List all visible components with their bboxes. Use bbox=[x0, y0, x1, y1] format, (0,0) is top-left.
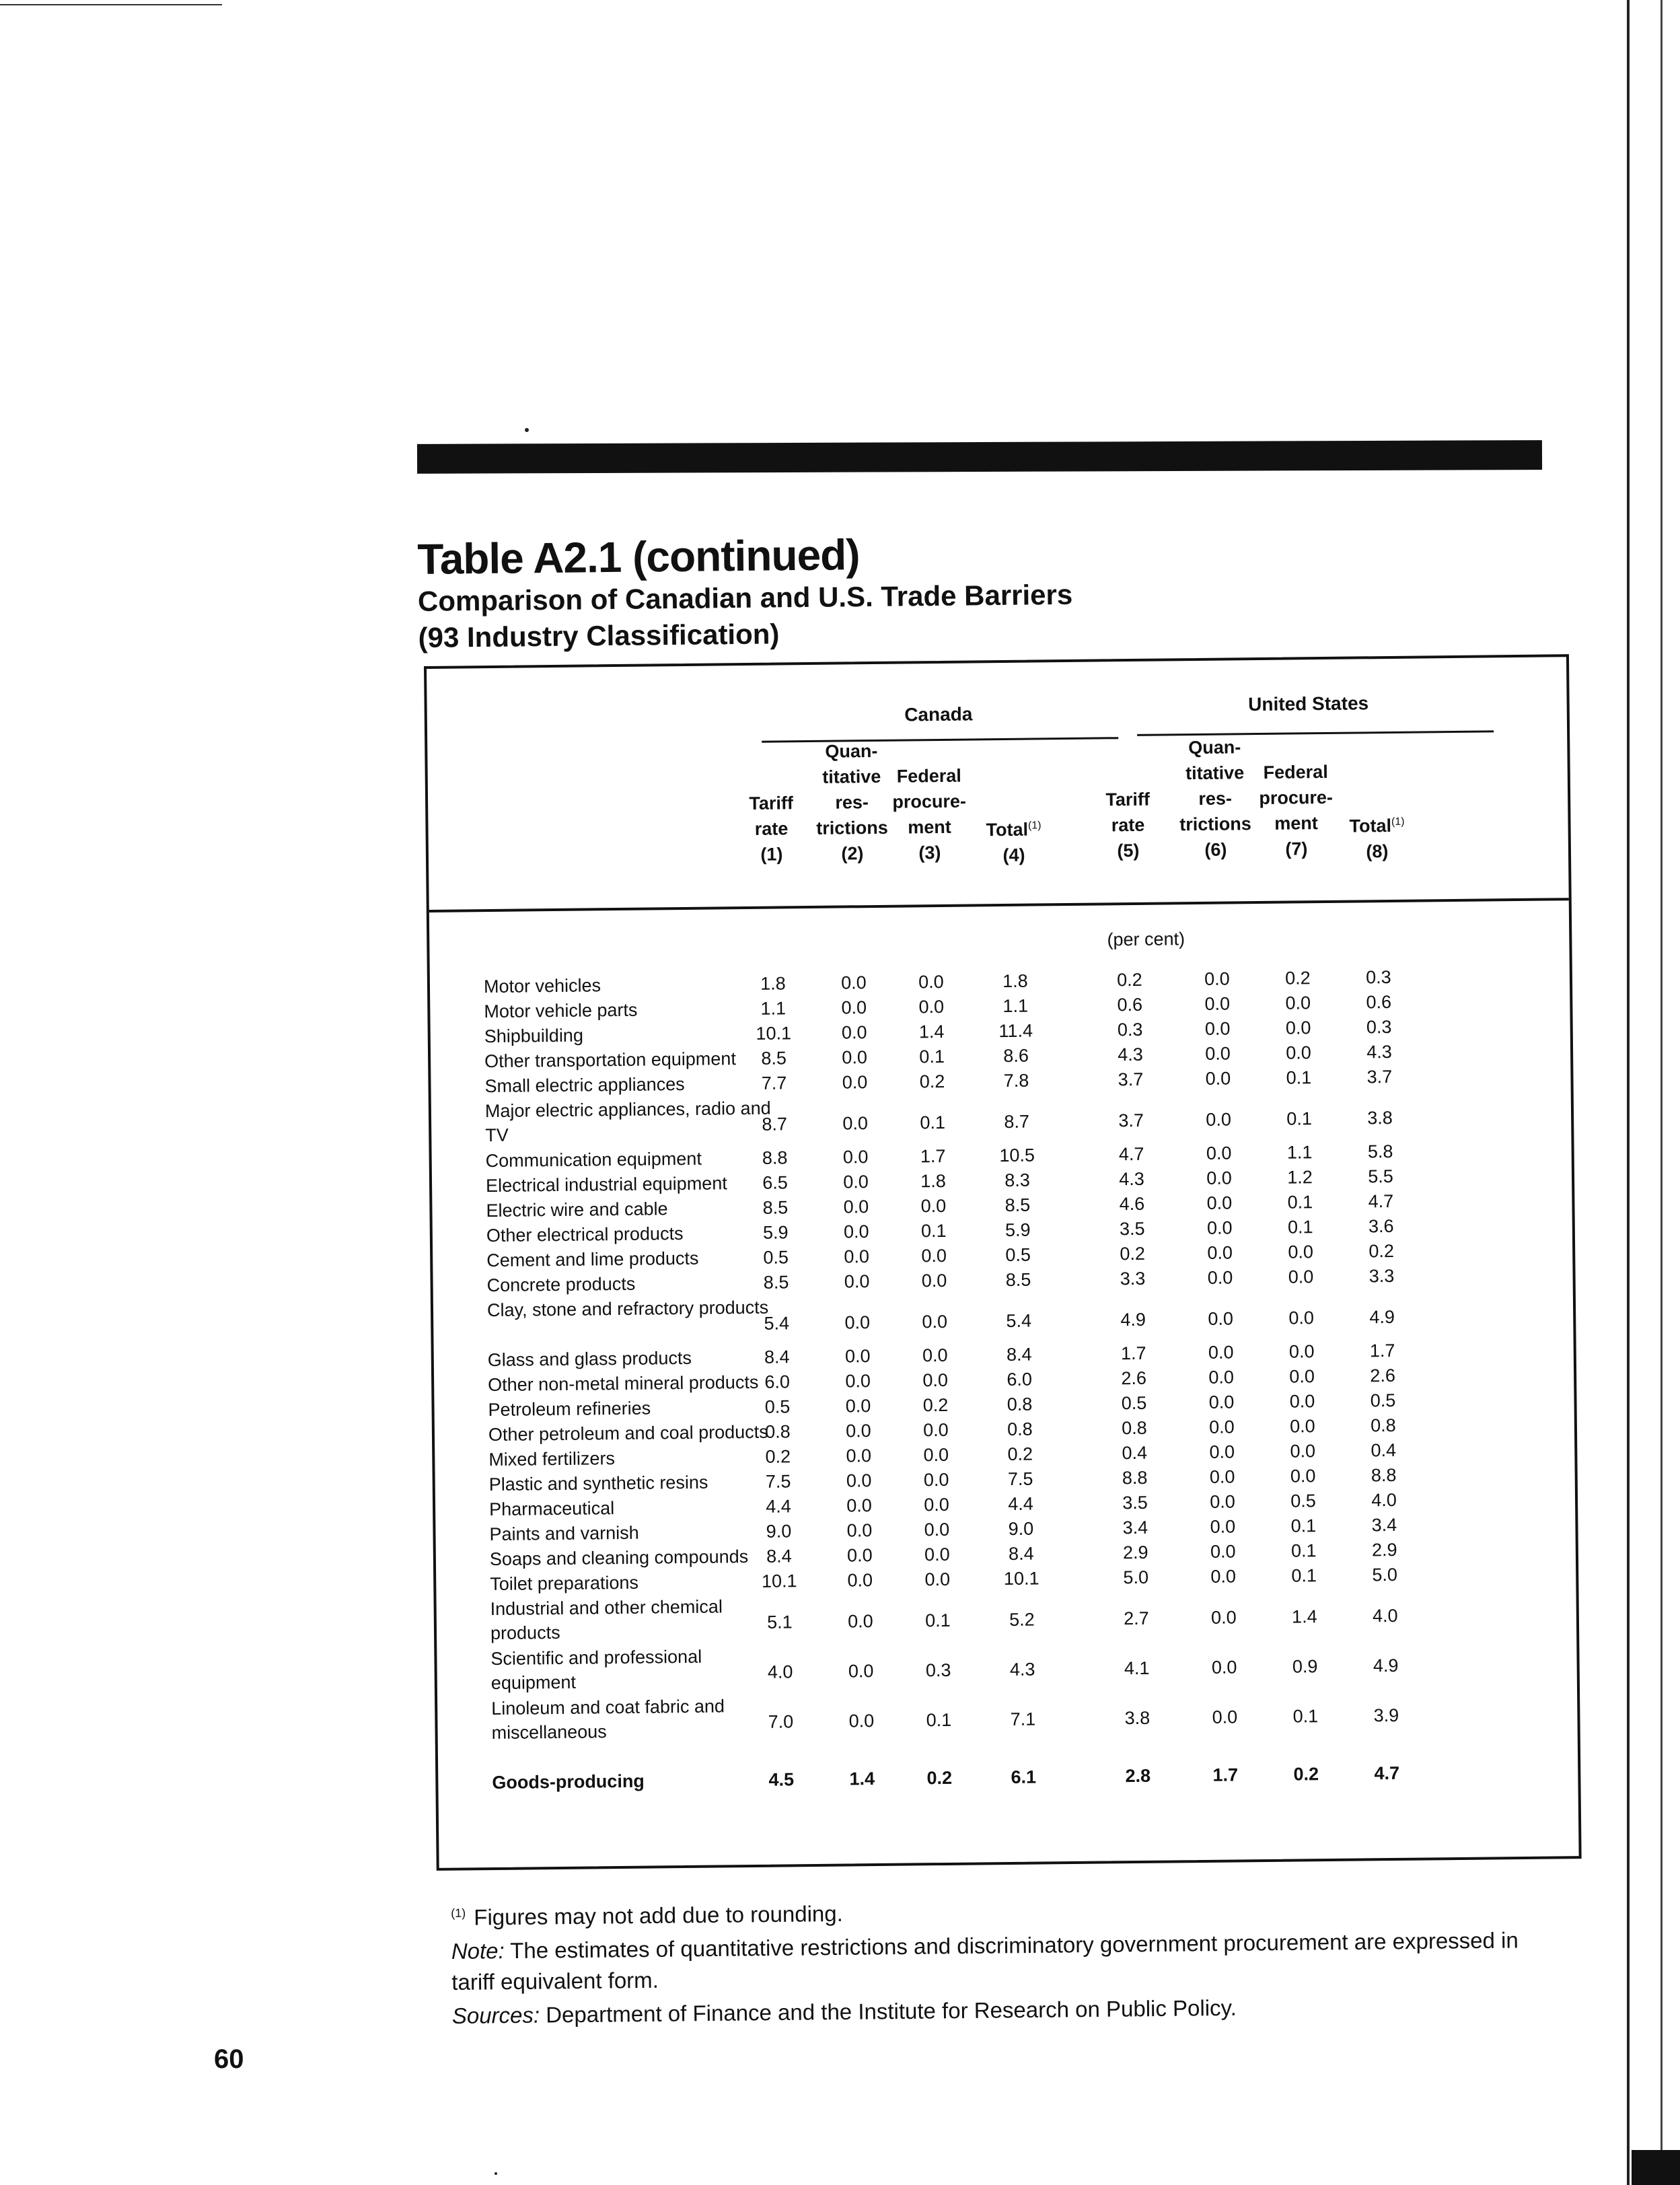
cell-col-8: 4.7 bbox=[1374, 1762, 1400, 1784]
cell-col-1: 5.4 bbox=[764, 1313, 790, 1334]
cell-col-5: 3.3 bbox=[1120, 1268, 1146, 1289]
row-label: Toilet preparations bbox=[490, 1572, 639, 1595]
cell-col-1: 7.0 bbox=[768, 1711, 794, 1732]
column-header-6: Quan- titative res- trictions (6) bbox=[1179, 737, 1251, 860]
cell-col-4: 6.1 bbox=[1011, 1766, 1037, 1787]
cell-col-3: 0.1 bbox=[924, 1610, 951, 1631]
cell-col-4: 11.4 bbox=[998, 1020, 1033, 1042]
cell-col-3: 0.0 bbox=[924, 1519, 950, 1540]
cell-col-8: 5.8 bbox=[1367, 1141, 1393, 1162]
cell-col-4: 5.4 bbox=[1006, 1310, 1032, 1331]
cell-col-8: 4.9 bbox=[1369, 1306, 1395, 1328]
cell-col-1: 8.7 bbox=[762, 1114, 788, 1135]
cell-col-4: 1.8 bbox=[1002, 970, 1028, 992]
row-label: Small electric appliances bbox=[484, 1073, 685, 1097]
row-label: Plastic and synthetic resins bbox=[488, 1472, 708, 1495]
cell-col-1: 7.5 bbox=[765, 1471, 791, 1492]
cell-col-2: 0.0 bbox=[843, 1221, 869, 1242]
table-subtitle-line2: (93 Industry Classification) bbox=[418, 618, 780, 653]
cell-col-2: 0.0 bbox=[843, 1172, 869, 1192]
row-label: Other transportation equipment bbox=[484, 1048, 737, 1072]
sources-text: Department of Finance and the Institute for Research on Public Policy. bbox=[546, 1995, 1237, 2028]
cell-col-8: 0.8 bbox=[1370, 1414, 1396, 1436]
cell-col-3: 0.2 bbox=[922, 1394, 949, 1416]
cell-col-2: 0.0 bbox=[842, 1113, 869, 1134]
row-label: Other non-metal mineral products bbox=[488, 1371, 759, 1396]
cell-col-4: 8.5 bbox=[1005, 1194, 1031, 1215]
cell-col-3: 1.7 bbox=[920, 1145, 946, 1167]
cell-col-5: 8.8 bbox=[1122, 1467, 1148, 1489]
cell-col-6: 0.0 bbox=[1210, 1607, 1237, 1628]
row-label: Linoleum and coat fabric and miscellaneous bbox=[491, 1696, 725, 1744]
cell-col-6: 0.0 bbox=[1206, 1192, 1233, 1213]
cell-col-1: 10.1 bbox=[761, 1571, 797, 1591]
table-total-row bbox=[465, 1759, 1555, 1795]
cell-col-2: 0.0 bbox=[842, 1072, 868, 1093]
cell-col-8: 3.6 bbox=[1368, 1215, 1394, 1237]
cell-col-5: 1.7 bbox=[1120, 1342, 1146, 1364]
cell-col-3: 0.1 bbox=[920, 1220, 947, 1242]
cell-col-4: 10.5 bbox=[999, 1145, 1035, 1166]
cell-col-4: 8.3 bbox=[1005, 1170, 1030, 1191]
column-header-number: (4) bbox=[1002, 845, 1025, 866]
table-title: Table A2.1 (continued) bbox=[417, 530, 860, 583]
cell-col-6: 0.0 bbox=[1209, 1466, 1235, 1487]
cell-col-1: 8.8 bbox=[762, 1147, 788, 1168]
scan-edge-line bbox=[0, 4, 222, 5]
cell-col-6: 0.0 bbox=[1208, 1308, 1234, 1329]
row-label: Shipbuilding bbox=[484, 1025, 584, 1047]
cell-col-5: 4.1 bbox=[1124, 1657, 1150, 1679]
cell-col-5: 3.7 bbox=[1118, 1069, 1144, 1090]
cell-col-4: 7.5 bbox=[1007, 1468, 1033, 1489]
row-label: Glass and glass products bbox=[487, 1347, 692, 1371]
sources-label: Sources: bbox=[451, 2002, 540, 2028]
cell-col-7: 0.0 bbox=[1289, 1416, 1315, 1437]
cell-col-7: 0.0 bbox=[1288, 1341, 1315, 1362]
cell-col-1: 6.0 bbox=[764, 1371, 791, 1392]
cell-col-3: 0.0 bbox=[924, 1494, 950, 1515]
cell-col-3: 0.1 bbox=[919, 1046, 945, 1067]
cell-col-5: 0.2 bbox=[1120, 1243, 1146, 1264]
cell-col-6: 0.0 bbox=[1207, 1267, 1233, 1288]
column-header-4 bbox=[963, 813, 1064, 869]
cell-col-4: 4.4 bbox=[1008, 1493, 1034, 1514]
cell-col-1: 1.8 bbox=[760, 973, 786, 994]
row-label: Paints and varnish bbox=[489, 1522, 639, 1545]
cell-col-8: 4.9 bbox=[1373, 1655, 1399, 1676]
cell-col-5: 2.7 bbox=[1123, 1608, 1149, 1629]
cell-col-4: 9.0 bbox=[1008, 1518, 1034, 1539]
row-label: Major electric appliances, radio and TV bbox=[484, 1098, 771, 1146]
cell-col-7: 0.1 bbox=[1286, 1067, 1312, 1088]
cell-col-8: 3.8 bbox=[1367, 1107, 1393, 1129]
cell-col-3: 0.0 bbox=[918, 971, 944, 993]
cell-col-7: 0.1 bbox=[1286, 1108, 1313, 1129]
cell-col-2: 0.0 bbox=[841, 972, 867, 993]
row-label: Cement and lime products bbox=[486, 1248, 699, 1271]
cell-col-2: 0.0 bbox=[848, 1661, 874, 1682]
cell-col-1: 4.0 bbox=[767, 1661, 793, 1682]
cell-col-6: 0.0 bbox=[1208, 1367, 1235, 1388]
scan-speck bbox=[495, 2172, 497, 2175]
cell-col-2: 0.0 bbox=[846, 1520, 873, 1541]
cell-col-1: 9.0 bbox=[766, 1521, 792, 1542]
cell-col-3: 0.1 bbox=[926, 1709, 952, 1731]
column-header-label: Total bbox=[986, 819, 1029, 840]
cell-col-5: 0.5 bbox=[1121, 1392, 1147, 1414]
cell-col-7: 0.2 bbox=[1284, 968, 1311, 989]
cell-col-4: 5.9 bbox=[1005, 1219, 1031, 1240]
cell-col-7: 0.0 bbox=[1289, 1391, 1315, 1412]
cell-col-3: 0.0 bbox=[921, 1270, 947, 1291]
cell-col-7: 0.0 bbox=[1288, 1242, 1314, 1262]
cell-col-8: 3.7 bbox=[1366, 1066, 1393, 1087]
cell-col-5: 4.3 bbox=[1118, 1044, 1144, 1065]
cell-col-2: 0.0 bbox=[844, 1271, 870, 1292]
cell-col-3: 0.2 bbox=[926, 1767, 953, 1789]
cell-col-4: 0.8 bbox=[1007, 1394, 1033, 1414]
cell-col-6: 1.7 bbox=[1212, 1764, 1239, 1785]
column-header-2: Quan- titative res- trictions (2) bbox=[816, 740, 888, 864]
row-label: Other petroleum and coal products bbox=[488, 1421, 768, 1445]
row-label: Communication equipment bbox=[485, 1148, 702, 1172]
cell-col-5: 3.8 bbox=[1124, 1707, 1151, 1729]
cell-col-8: 4.7 bbox=[1368, 1190, 1394, 1212]
cell-col-5: 5.0 bbox=[1123, 1567, 1149, 1588]
cell-col-3: 0.0 bbox=[923, 1469, 949, 1491]
data-table bbox=[424, 654, 1582, 1871]
cell-col-1: 1.1 bbox=[760, 998, 787, 1019]
cell-col-1: 5.1 bbox=[766, 1612, 793, 1633]
cell-col-4: 6.0 bbox=[1007, 1369, 1033, 1390]
cell-col-1: 8.4 bbox=[764, 1347, 790, 1367]
cell-col-7: 0.1 bbox=[1290, 1540, 1317, 1561]
cell-col-6: 0.0 bbox=[1210, 1491, 1235, 1512]
cell-col-7: 0.0 bbox=[1285, 993, 1311, 1013]
cell-col-2: 0.0 bbox=[847, 1611, 873, 1632]
cell-col-7: 0.1 bbox=[1291, 1565, 1317, 1586]
cell-col-6: 0.0 bbox=[1211, 1657, 1237, 1678]
cell-col-2: 0.0 bbox=[845, 1421, 871, 1441]
cell-col-5: 4.7 bbox=[1118, 1143, 1144, 1165]
cell-col-2: 0.0 bbox=[844, 1346, 871, 1367]
cell-col-2: 0.0 bbox=[845, 1396, 871, 1417]
column-header-note: (1) bbox=[1391, 816, 1405, 828]
cell-col-4: 10.1 bbox=[1003, 1568, 1039, 1589]
cell-col-1: 5.9 bbox=[762, 1222, 789, 1243]
cell-col-4: 4.3 bbox=[1009, 1659, 1035, 1680]
cell-col-1: 7.7 bbox=[761, 1073, 787, 1094]
header-separator bbox=[429, 898, 1569, 912]
cell-col-8: 0.3 bbox=[1366, 1016, 1392, 1038]
cell-col-7: 1.4 bbox=[1291, 1606, 1317, 1627]
cell-col-7: 0.2 bbox=[1293, 1764, 1319, 1785]
cell-col-2: 0.0 bbox=[846, 1470, 872, 1491]
cell-col-1: 8.5 bbox=[763, 1272, 789, 1293]
cell-col-7: 0.0 bbox=[1288, 1266, 1314, 1287]
cell-col-7: 0.0 bbox=[1290, 1441, 1316, 1462]
cell-col-5: 2.9 bbox=[1122, 1542, 1148, 1563]
cell-col-6: 0.0 bbox=[1207, 1242, 1233, 1263]
row-label: Electrical industrial equipment bbox=[485, 1173, 727, 1196]
cell-col-1: 0.5 bbox=[763, 1247, 789, 1268]
cell-col-1: 4.4 bbox=[766, 1496, 792, 1517]
cell-col-3: 0.0 bbox=[921, 1245, 947, 1266]
cell-col-3: 1.4 bbox=[918, 1021, 945, 1042]
cell-col-5: 0.3 bbox=[1117, 1019, 1143, 1040]
scan-page-edge-outer bbox=[1660, 0, 1663, 2185]
cell-col-8: 0.6 bbox=[1366, 991, 1392, 1013]
group-title-canada: Canada bbox=[904, 703, 973, 725]
row-label: Scientific and professional equipment bbox=[490, 1646, 702, 1694]
cell-col-7: 0.0 bbox=[1289, 1366, 1315, 1387]
row-label: Pharmaceutical bbox=[488, 1498, 615, 1520]
cell-col-8: 0.4 bbox=[1371, 1439, 1397, 1461]
cell-col-1: 10.1 bbox=[756, 1023, 792, 1044]
cell-col-4: 0.8 bbox=[1007, 1419, 1033, 1439]
cell-col-3: 0.0 bbox=[922, 1311, 948, 1332]
cell-col-2: 0.0 bbox=[844, 1246, 870, 1267]
column-header-number: (8) bbox=[1366, 841, 1389, 862]
cell-col-4: 7.1 bbox=[1010, 1709, 1036, 1729]
cell-col-4: 1.1 bbox=[1002, 995, 1029, 1017]
cell-col-6: 0.0 bbox=[1204, 993, 1231, 1014]
footnote-text: Figures may not add due to rounding. bbox=[474, 1900, 843, 1930]
cell-col-5: 2.6 bbox=[1121, 1367, 1147, 1389]
cell-col-8: 0.2 bbox=[1368, 1240, 1395, 1262]
cell-col-3: 0.1 bbox=[920, 1112, 946, 1133]
cell-col-6: 0.0 bbox=[1208, 1342, 1234, 1363]
cell-col-8: 3.3 bbox=[1368, 1265, 1395, 1287]
cell-col-4: 8.4 bbox=[1008, 1543, 1034, 1564]
cell-col-1: 0.8 bbox=[765, 1421, 791, 1442]
cell-col-8: 5.5 bbox=[1368, 1166, 1393, 1187]
cell-col-6: 0.0 bbox=[1206, 1217, 1233, 1238]
table-subtitle-line1: Comparison of Canadian and U.S. Trade Barriers bbox=[417, 578, 1073, 617]
cell-col-2: 0.0 bbox=[846, 1545, 873, 1566]
column-header-3: Federal procure- ment (3) bbox=[892, 765, 967, 863]
cell-col-6: 0.0 bbox=[1210, 1566, 1237, 1587]
cell-col-4: 8.6 bbox=[1003, 1045, 1029, 1067]
cell-col-2: 0.0 bbox=[847, 1570, 873, 1591]
cell-col-3: 0.2 bbox=[919, 1071, 945, 1092]
cell-col-7: 0.9 bbox=[1292, 1656, 1318, 1677]
column-header-8 bbox=[1326, 809, 1428, 865]
row-label: Electric wire and cable bbox=[486, 1198, 668, 1221]
cell-col-6: 0.0 bbox=[1208, 1417, 1235, 1437]
cell-col-8: 3.4 bbox=[1371, 1514, 1397, 1536]
cell-col-6: 0.0 bbox=[1204, 968, 1230, 989]
cell-col-2: 0.0 bbox=[845, 1371, 871, 1392]
cell-col-8: 0.5 bbox=[1370, 1390, 1396, 1411]
cell-col-6: 0.0 bbox=[1204, 1018, 1231, 1039]
cell-col-3: 0.0 bbox=[922, 1419, 949, 1441]
cell-col-2: 0.0 bbox=[842, 1047, 868, 1068]
note-text: The estimates of quantitative restrictions and discriminatory government procurement are expressed in tariff equivalent form. bbox=[451, 1927, 1519, 1995]
cell-col-8: 2.6 bbox=[1370, 1365, 1396, 1386]
row-label: Motor vehicle parts bbox=[484, 999, 638, 1022]
cell-col-2: 0.0 bbox=[846, 1495, 873, 1516]
note bbox=[451, 1925, 1556, 1998]
scan-page-edge bbox=[1627, 0, 1630, 2185]
row-label: Industrial and other chemical products bbox=[490, 1596, 723, 1644]
cell-col-4: 8.4 bbox=[1006, 1344, 1032, 1365]
cell-col-5: 3.7 bbox=[1118, 1110, 1144, 1131]
column-header-label: Total bbox=[1349, 815, 1392, 836]
cell-col-5: 3.5 bbox=[1119, 1218, 1145, 1240]
cell-col-6: 0.0 bbox=[1210, 1516, 1236, 1537]
cell-col-1: 0.5 bbox=[764, 1396, 791, 1417]
scan-corner-mark bbox=[1632, 2150, 1680, 2185]
row-label: Clay, stone and refractory products bbox=[486, 1297, 769, 1321]
footnote-mark: (1) bbox=[451, 1906, 466, 1920]
cell-col-7: 0.0 bbox=[1285, 1017, 1311, 1038]
cell-col-1: 4.5 bbox=[768, 1769, 795, 1790]
cell-col-4: 7.8 bbox=[1003, 1070, 1029, 1091]
row-label: Goods-producing bbox=[492, 1770, 645, 1793]
cell-col-3: 0.0 bbox=[922, 1369, 949, 1391]
cell-col-5: 0.8 bbox=[1121, 1417, 1147, 1439]
cell-col-6: 0.0 bbox=[1206, 1168, 1232, 1188]
row-label: Other electrical products bbox=[486, 1223, 684, 1246]
table-titles bbox=[417, 523, 1562, 656]
cell-col-5: 3.5 bbox=[1122, 1492, 1148, 1513]
cell-col-5: 0.2 bbox=[1117, 969, 1142, 991]
cell-col-1: 6.5 bbox=[762, 1172, 788, 1193]
cell-col-7: 0.1 bbox=[1290, 1515, 1317, 1536]
row-label: Mixed fertilizers bbox=[488, 1448, 616, 1470]
cell-col-3: 0.0 bbox=[920, 1195, 947, 1217]
cell-col-4: 8.7 bbox=[1004, 1111, 1030, 1133]
cell-col-6: 0.0 bbox=[1206, 1143, 1232, 1163]
cell-col-7: 0.0 bbox=[1286, 1042, 1312, 1063]
cell-col-1: 8.4 bbox=[766, 1546, 792, 1567]
cell-col-8: 0.3 bbox=[1365, 966, 1391, 988]
column-header-note: (1) bbox=[1027, 820, 1042, 832]
cell-col-2: 0.0 bbox=[843, 1196, 869, 1217]
cell-col-3: 1.8 bbox=[920, 1170, 946, 1192]
cell-col-5: 4.6 bbox=[1119, 1193, 1145, 1215]
cell-col-4: 0.2 bbox=[1007, 1443, 1033, 1464]
cell-col-5: 4.3 bbox=[1119, 1168, 1144, 1190]
group-title-us: United States bbox=[1248, 692, 1369, 715]
cell-col-8: 1.7 bbox=[1369, 1340, 1395, 1361]
cell-col-5: 4.9 bbox=[1120, 1309, 1146, 1330]
cell-col-2: 0.0 bbox=[842, 1147, 869, 1168]
cell-col-7: 0.1 bbox=[1287, 1192, 1313, 1213]
cell-col-7: 0.5 bbox=[1290, 1491, 1316, 1511]
cell-col-6: 0.0 bbox=[1205, 1068, 1231, 1089]
cell-col-4: 0.5 bbox=[1005, 1244, 1031, 1265]
cell-col-2: 0.0 bbox=[844, 1312, 871, 1333]
cell-col-4: 5.2 bbox=[1009, 1609, 1035, 1630]
cell-col-6: 0.0 bbox=[1208, 1392, 1235, 1412]
cell-col-8: 5.0 bbox=[1372, 1564, 1398, 1585]
row-label: Concrete products bbox=[486, 1273, 636, 1296]
footnotes bbox=[451, 1886, 1556, 2034]
cell-col-6: 0.0 bbox=[1206, 1109, 1232, 1130]
scan-speck bbox=[525, 428, 529, 432]
cell-col-8: 4.0 bbox=[1372, 1605, 1398, 1626]
cell-col-3: 0.0 bbox=[923, 1444, 949, 1466]
cell-col-2: 0.0 bbox=[841, 1022, 867, 1043]
cell-col-5: 0.6 bbox=[1117, 994, 1143, 1015]
cell-col-8: 4.3 bbox=[1366, 1041, 1393, 1063]
cell-col-8: 2.9 bbox=[1371, 1539, 1397, 1561]
cell-col-8: 8.8 bbox=[1371, 1464, 1397, 1486]
row-label: Soaps and cleaning compounds bbox=[489, 1546, 749, 1570]
cell-col-6: 0.0 bbox=[1209, 1441, 1235, 1462]
cell-col-8: 3.9 bbox=[1373, 1705, 1399, 1726]
cell-col-3: 0.3 bbox=[925, 1659, 951, 1681]
cell-col-3: 0.0 bbox=[924, 1544, 950, 1565]
cell-col-5: 3.4 bbox=[1122, 1517, 1148, 1538]
cell-col-5: 2.8 bbox=[1125, 1765, 1151, 1787]
note-label: Note: bbox=[451, 1938, 505, 1964]
row-label: Motor vehicles bbox=[483, 975, 601, 997]
cell-col-3: 0.0 bbox=[924, 1569, 951, 1590]
cell-col-7: 0.1 bbox=[1292, 1706, 1319, 1727]
cell-col-7: 0.0 bbox=[1288, 1308, 1315, 1328]
column-header-5: Tariff rate (5) bbox=[1105, 789, 1151, 861]
table-row bbox=[464, 1685, 1555, 1746]
page-number: 60 bbox=[214, 2044, 244, 2074]
cell-col-3: 0.0 bbox=[922, 1345, 948, 1366]
header-bar bbox=[417, 440, 1542, 474]
cell-col-1: 8.5 bbox=[761, 1048, 787, 1069]
cell-col-2: 1.4 bbox=[849, 1768, 875, 1789]
cell-col-2: 0.0 bbox=[846, 1445, 872, 1466]
cell-col-2: 0.0 bbox=[848, 1711, 875, 1731]
cell-col-7: 1.1 bbox=[1286, 1142, 1313, 1163]
cell-col-7: 0.0 bbox=[1290, 1466, 1316, 1486]
cell-col-1: 0.2 bbox=[765, 1446, 791, 1467]
row-label: Petroleum refineries bbox=[488, 1398, 651, 1421]
cell-col-1: 8.5 bbox=[762, 1197, 789, 1218]
cell-col-2: 0.0 bbox=[841, 997, 867, 1018]
cell-col-6: 0.0 bbox=[1212, 1707, 1238, 1727]
cell-col-7: 1.2 bbox=[1287, 1167, 1313, 1188]
cell-col-6: 0.0 bbox=[1210, 1541, 1236, 1562]
cell-col-4: 8.5 bbox=[1005, 1269, 1031, 1290]
column-header-1: Tariff rate (1) bbox=[749, 793, 794, 865]
column-header-7: Federal procure- ment (7) bbox=[1259, 761, 1334, 859]
cell-col-7: 0.1 bbox=[1287, 1217, 1313, 1238]
cell-col-6: 0.0 bbox=[1205, 1043, 1231, 1064]
cell-col-8: 4.0 bbox=[1371, 1489, 1397, 1511]
cell-col-3: 0.0 bbox=[918, 996, 945, 1017]
cell-col-5: 0.4 bbox=[1122, 1442, 1148, 1464]
units-label: (per cent) bbox=[1107, 929, 1185, 950]
